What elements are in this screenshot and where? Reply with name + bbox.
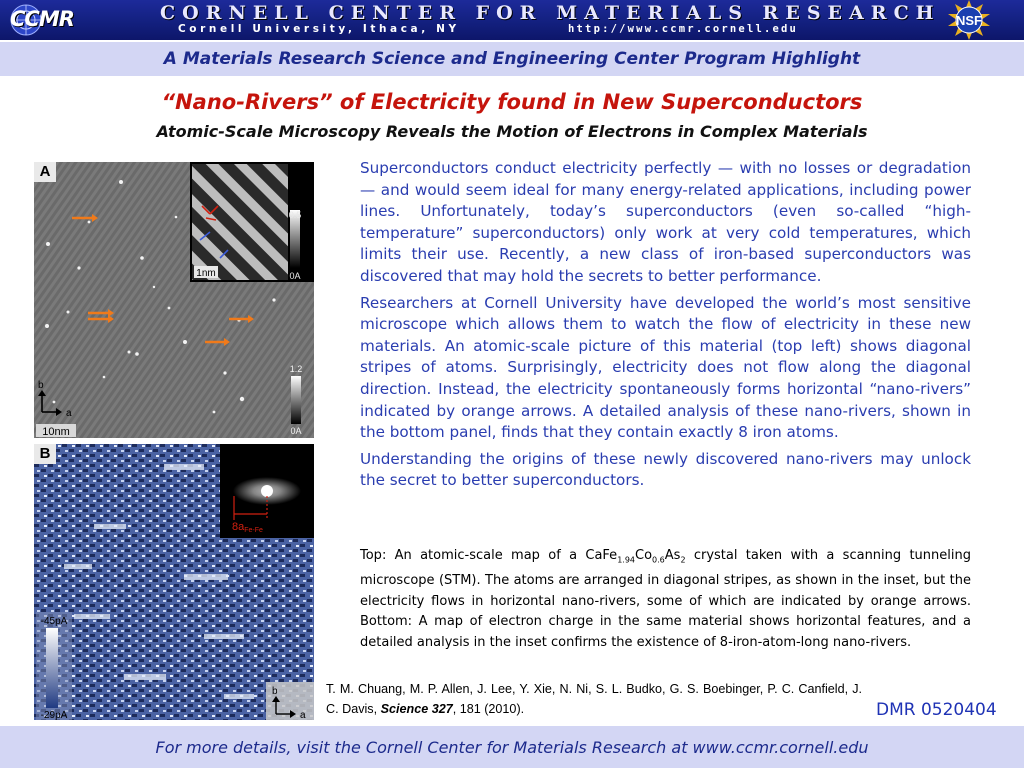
page-title: “Nano-Rivers” of Electricity found in New Superconductors — [161, 90, 863, 114]
charge-axis-a: a — [300, 710, 306, 720]
header-banner — [0, 0, 1024, 40]
scale-bar-label: 10nm — [42, 426, 70, 438]
main-cbar-top: 1.2 — [289, 364, 303, 374]
page-subtitle: Atomic-Scale Microscopy Reveals the Motion of Electrons in Complex Materials — [156, 122, 868, 141]
panel-a-letter: A — [34, 162, 56, 182]
inset-cbar-top: 0.5 — [288, 210, 302, 220]
nsf-logo-text: NSF — [956, 13, 982, 28]
body-text — [360, 158, 971, 497]
dmr-number: DMR 0520404 — [876, 700, 997, 720]
inset-cbar-bottom: 0A — [289, 271, 301, 281]
body-paragraph-2: Researchers at Cornell University have developed the world’s most sensitive microscope which allows them to watch the flow of electricity in these new materials. An atomic-scale picture of this material (top left) shows diagonal stripes of atoms. Surprisingly, electricity does not flow along the diagonal direction. Instead, the electricity spontaneously forms horizontal “nano-rivers” indicated by orange arrows. A detailed analysis of these nano-rivers, shown in the bottom panel, finds that they contain exactly 8 iron atoms. — [360, 293, 971, 442]
journal-name: Science 327 — [380, 701, 453, 716]
atomic-stripes-inset — [192, 164, 288, 280]
figure-caption: Top: An atomic-scale map of a $CaFe_{1.94}Co_{0.6}As_2$ crystal taken with a scanning tunneling microscope (STM). The atoms are arranged in diagonal stripes, as shown in the inset, but the electricity flows in horizontal nano-rivers, some of which are indicated by orange arrows. Bottom: A map of electron charge in the same material shows horizontal features, and a detailed analysis in the inset confirms the existence of 8-iron-atom-long nano-rivers. — [360, 548, 971, 650]
axis-a-label: a — [66, 408, 72, 419]
main-cbar-bottom: 0A — [290, 426, 302, 436]
footer-text: For more details, visit the Cornell Center for Materials Research at www.ccmr.cornell.edu — [155, 738, 869, 757]
panel-b-letter: B — [34, 444, 56, 464]
stm-topograph-panel — [34, 162, 314, 438]
banner-title: CORNELL CENTER FOR MATERIALS RESEARCH — [160, 2, 941, 24]
charge-axis-b: b — [272, 686, 278, 697]
body-paragraph-3: Understanding the origins of these newly discovered nano-rivers may unlock the secret to better superconductors. — [360, 449, 971, 490]
ccmr-logo-text: CCMR — [10, 7, 74, 31]
citation: T. M. Chuang, M. P. Allen, J. Lee, Y. Xie, N. Ni, S. L. Budko, G. S. Boebinger, P. C. Canfield, J. C. Davis, Science 327, 181 (2010). — [326, 682, 862, 716]
program-highlight-text: A Materials Research Science and Engineering Center Program Highlight — [163, 49, 861, 69]
charge-map-panel — [34, 444, 314, 720]
stm-topograph-image — [34, 162, 314, 438]
axis-b-label: b — [38, 380, 44, 391]
banner-url: http://www.ccmr.cornell.edu — [568, 23, 799, 35]
nsf-logo — [928, 0, 1010, 40]
banner-university: Cornell University, Ithaca, NY — [178, 23, 460, 35]
charge-cbar-bottom: -29pA — [40, 710, 68, 720]
body-paragraph-1: Superconductors conduct electricity perfectly — with no losses or degradation — and would seem ideal for many energy-related applications, including power lines. Unfortunately, today’s superconductors (even so-called “high-temperature” superconductors) only work at very cold temperatures, which limits their use. Recently, a new class of iron-based superconductors was discovered that may hold the secrets to better performance. — [360, 159, 971, 285]
program-highlight-bar — [0, 42, 1024, 76]
inset-label: 8aFe-Fe — [232, 521, 263, 534]
inset-scale-label: 1nm — [196, 268, 216, 279]
charge-cbar-top: -45pA — [40, 616, 68, 627]
charge-map-image — [34, 444, 314, 720]
main-colorbar — [291, 376, 301, 424]
footer-bar — [0, 726, 1024, 768]
charge-colorbar — [46, 628, 58, 708]
